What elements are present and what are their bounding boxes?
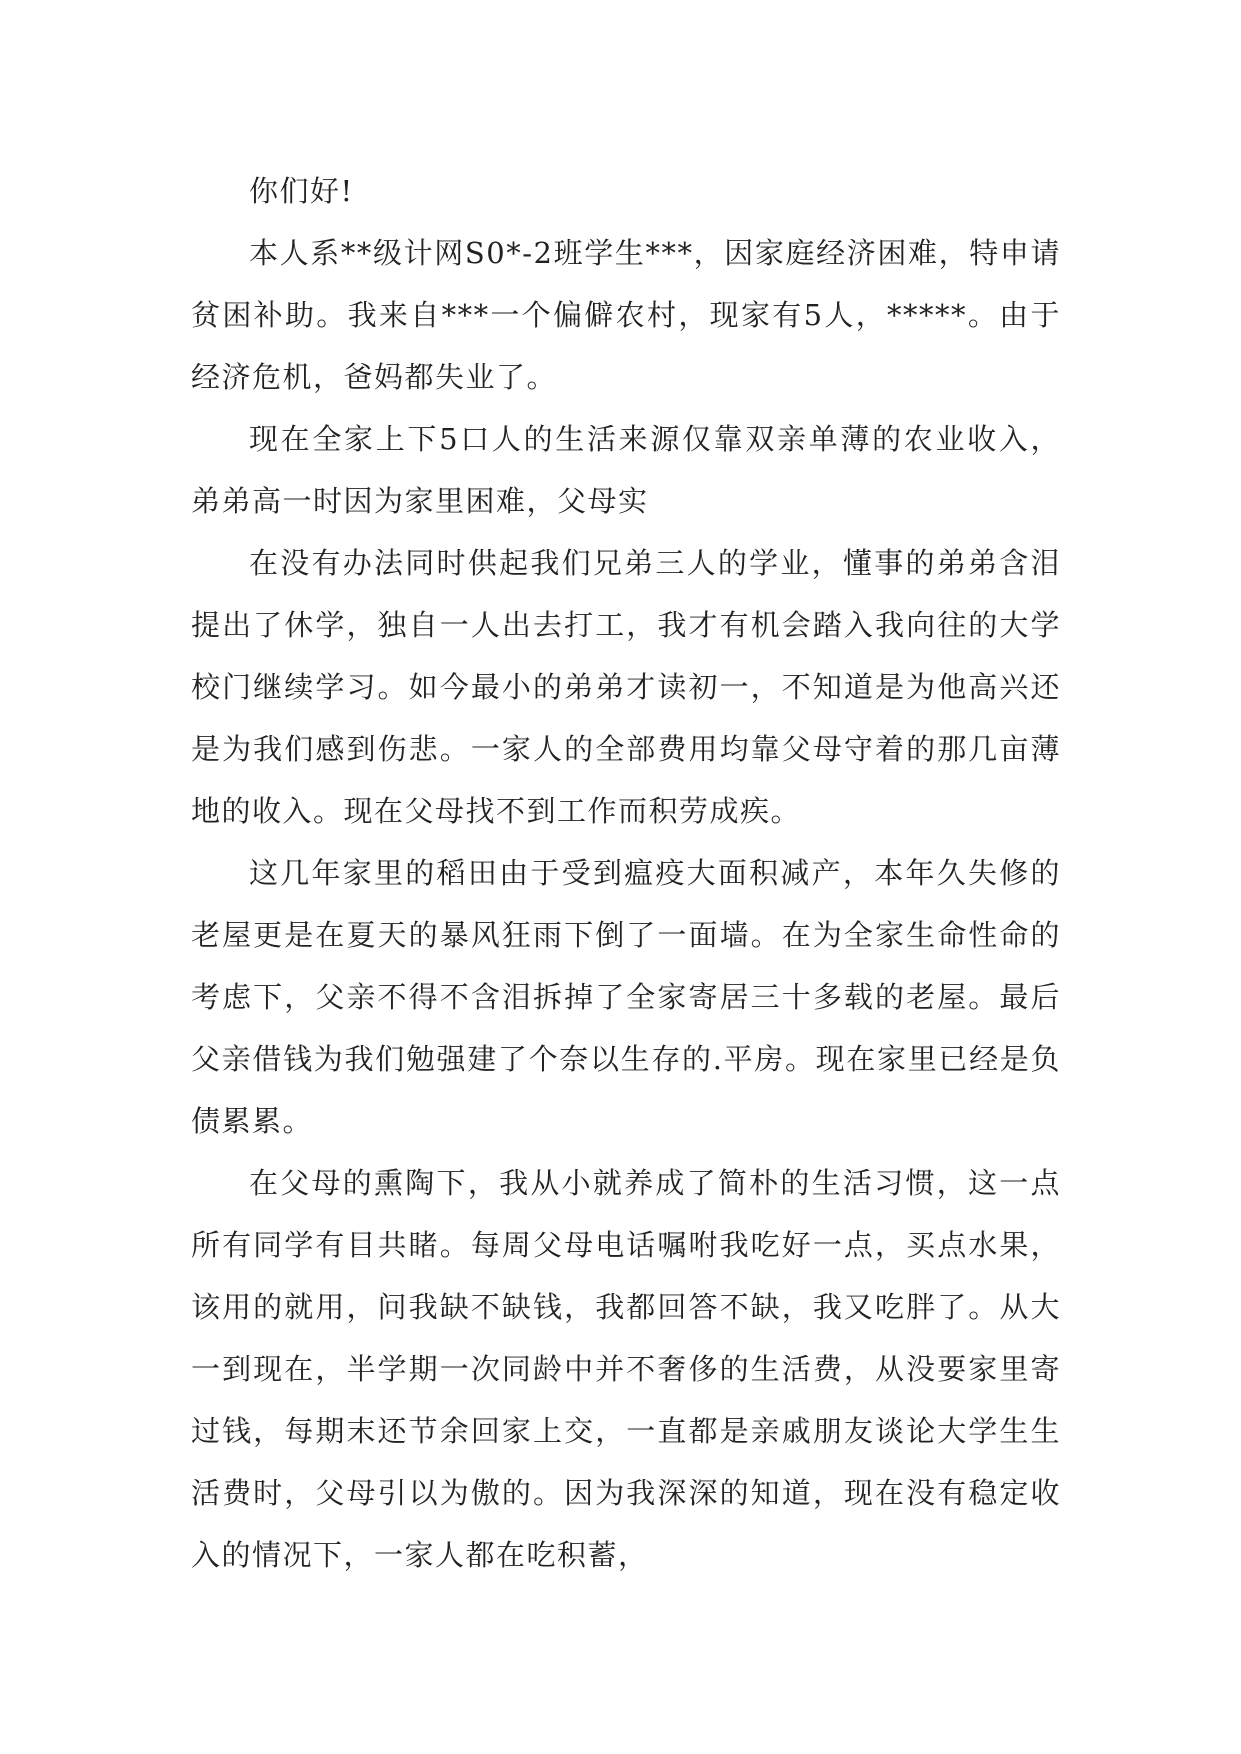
house-paragraph: 这几年家里的稻田由于受到瘟疫大面积减产，本年久失修的老屋更是在夏天的暴风狂雨下倒了一面墙。在为全家生命性命的考虑下，父亲不得不含泪拆掉了全家寄居三十多载的老屋。最后父亲借钱为我们勉强建了个奈以生存的.平房。现在家里已经是负债累累。 — [191, 856, 1061, 1138]
letter-body — [191, 160, 1061, 1586]
siblings-paragraph: 在没有办法同时供起我们兄弟三人的学业，懂事的弟弟含泪提出了休学，独自一人出去打工，我才有机会踏入我向往的大学校门继续学习。如今最小的弟弟才读初一，不知道是为他高兴还是为我们感到伤悲。一家人的全部费用均靠父母守着的那几亩薄地的收入。现在父母找不到工作而积劳成疾。 — [191, 546, 1061, 828]
greeting-paragraph: 你们好! — [249, 174, 354, 208]
frugal-living-paragraph: 在父母的熏陶下，我从小就养成了简朴的生活习惯，这一点所有同学有目共睹。每周父母电话嘱咐我吃好一点，买点水果，该用的就用，问我缺不缺钱，我都回答不缺，我又吃胖了。从大一到现在，半学期一次同龄中并不奢侈的生活费，从没要家里寄过钱，每期末还节余回家上交，一直都是亲戚朋友谈论大学生生活费时，父母引以为傲的。因为我深深的知道，现在没有稳定收入的情况下，一家人都在吃积蓄， — [191, 1166, 1061, 1572]
introduction-paragraph: 本人系**级计网S0*-2班学生***，因家庭经济困难，特申请贫困补助。我来自***一个偏僻农村，现家有5人，*****。由于经济危机，爸妈都失业了。 — [191, 236, 1061, 394]
family-income-paragraph: 现在全家上下5口人的生活来源仅靠双亲单薄的农业收入，弟弟高一时因为家里困难，父母实 — [191, 422, 1061, 518]
